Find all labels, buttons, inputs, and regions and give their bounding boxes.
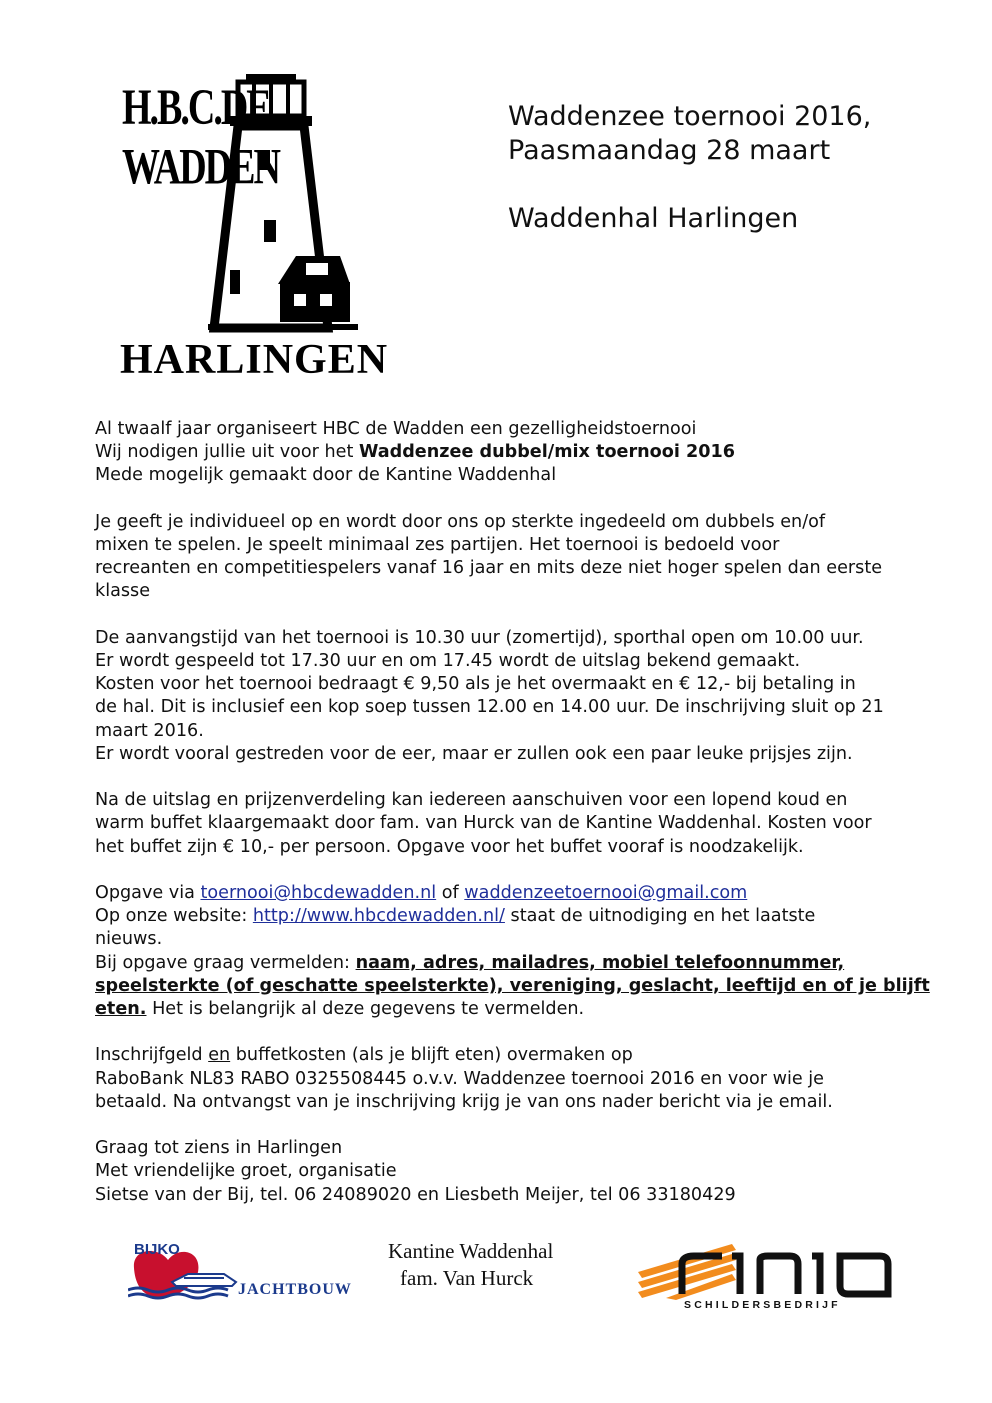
intro-line bbox=[95, 441, 915, 464]
payment-en: en bbox=[208, 1045, 231, 1066]
required-fields: naam, adres, mailadres, mobiel telefoonnummer, bbox=[355, 952, 845, 973]
buffet-line: warm buffet klaargemaakt door fam. van Hurck van de Kantine Waddenhal. Kosten voor bbox=[95, 813, 872, 834]
registration-line bbox=[95, 905, 915, 928]
club-logo-top-text: H.B.C.DE WADDEN bbox=[122, 79, 279, 196]
format-paragraph bbox=[95, 511, 915, 604]
registration-line: nieuws. bbox=[95, 929, 163, 950]
sponsor-logo-bijko bbox=[128, 1238, 358, 1308]
schedule-line: Kosten voor het toernooi bedraagt € 9,50 als je het overmaakt en € 12,- bij betaling in bbox=[95, 674, 856, 695]
payment-paragraph bbox=[95, 1044, 915, 1114]
kantine-family: fam. Van Hurck bbox=[400, 1266, 534, 1290]
payment-text: Inschrijfgeld bbox=[95, 1045, 209, 1066]
invitation-body bbox=[95, 418, 930, 1230]
registration-line bbox=[95, 882, 915, 905]
buffet-line: Na de uitslag en prijzenverdeling kan iedereen aanschuiven voor een lopend koud en bbox=[95, 790, 848, 811]
rinia-subtitle: SCHILDERSBEDRIJF bbox=[684, 1299, 841, 1311]
email-link-toernooi[interactable]: toernooi@hbcdewadden.nl bbox=[200, 883, 437, 903]
event-venue: Waddenhal Harlingen bbox=[508, 203, 799, 234]
schedule-line: Er wordt vooral gestreden voor de eer, maar er zullen ook een paar leuke prijsjes zijn. bbox=[95, 743, 853, 764]
event-header bbox=[508, 100, 871, 236]
bijko-name: BIJKO bbox=[134, 1241, 180, 1258]
bijko-subtitle: JACHTBOUW bbox=[238, 1281, 352, 1298]
rinia-stripes bbox=[638, 1244, 736, 1300]
registration-line bbox=[95, 952, 915, 975]
buffet-line: het buffet zijn € 10,- per persoon. Opgave voor het buffet vooraf is noodzakelijk. bbox=[95, 836, 804, 857]
schedule-line: de hal. Dit is inclusief een kop soep tussen 12.00 en 14.00 uur. De inschrijving sluit op 21 bbox=[95, 697, 884, 718]
registration-text: of bbox=[436, 883, 465, 903]
club-logo-bottom-text: HARLINGEN bbox=[120, 337, 389, 383]
registration-text: Op onze website: bbox=[95, 906, 253, 927]
intro-line: Mede mogelijk gemaakt door de Kantine Waddenhal bbox=[95, 465, 557, 486]
required-fields: eten. bbox=[95, 999, 147, 1020]
format-line: mixen te spelen. Je speelt minimaal zes partijen. Het toernooi is bedoeld voor bbox=[95, 535, 780, 555]
intro-line: Al twaalf jaar organiseert HBC de Wadden een gezelligheidstoernooi bbox=[95, 419, 697, 439]
registration-text: Het is belangrijk al deze gegevens te vermelden. bbox=[146, 999, 585, 1020]
closing-line: Sietse van der Bij, tel. 06 24089020 en Liesbeth Meijer, tel 06 33180429 bbox=[95, 1184, 736, 1205]
format-line: Je geeft je individueel op en wordt door ons op sterkte ingedeeld om dubbels en/of bbox=[95, 511, 826, 532]
sponsor-kantine bbox=[388, 1238, 553, 1292]
sponsor-logo-rinia bbox=[636, 1238, 896, 1312]
registration-line bbox=[95, 975, 930, 998]
required-fields: speelsterkte (of geschatte speelsterkte), vereniging, geslacht, leeftijd en of je blijft bbox=[95, 975, 930, 996]
registration-text: Bij opgave graag vermelden: bbox=[95, 952, 356, 973]
intro-paragraph bbox=[95, 418, 915, 488]
event-title: Waddenzee toernooi 2016, bbox=[508, 101, 872, 132]
format-line: recreanten en competitiespelers vanaf 16 jaar en mits deze niet hoger spelen dan eerste bbox=[95, 558, 883, 579]
format-line: klasse bbox=[95, 581, 151, 602]
closing-paragraph bbox=[95, 1137, 915, 1207]
payment-line bbox=[95, 1044, 915, 1067]
registration-text: staat de uitnodiging en het laatste bbox=[504, 906, 816, 927]
payment-line: betaald. Na ontvangst van je inschrijving krijg je van ons nader bericht via je email. bbox=[95, 1091, 833, 1112]
registration-text: Opgave via bbox=[95, 883, 201, 903]
registration-paragraph bbox=[95, 882, 930, 1021]
closing-line: Met vriendelijke groet, organisatie bbox=[95, 1161, 397, 1182]
tournament-name: Waddenzee dubbel/mix toernooi 2016 bbox=[358, 442, 735, 463]
payment-text: buffetkosten (als je blijft eten) overmaken op bbox=[230, 1045, 633, 1066]
schedule-line: De aanvangstijd van het toernooi is 10.30 uur (zomertijd), sporthal open om 10.00 uur. bbox=[95, 627, 864, 648]
schedule-line: Er wordt gespeeld tot 17.30 uur en om 17.45 wordt de uitslag bekend gemaakt. bbox=[95, 651, 801, 671]
closing-line: Graag tot ziens in Harlingen bbox=[95, 1138, 343, 1159]
buffet-paragraph bbox=[95, 789, 915, 859]
schedule-line: maart 2016. bbox=[95, 720, 204, 741]
kantine-name: Kantine Waddenhal bbox=[388, 1239, 554, 1263]
payment-line: RaboBank NL83 RABO 0325508445 o.v.v. Waddenzee toernooi 2016 en voor wie je bbox=[95, 1068, 824, 1089]
schedule-paragraph bbox=[95, 627, 915, 766]
email-link-gmail[interactable]: waddenzeetoernooi@gmail.com bbox=[464, 883, 748, 903]
registration-line bbox=[95, 998, 915, 1021]
event-date: Paasmaandag 28 maart bbox=[508, 135, 831, 166]
website-link[interactable]: http://www.hbcdewadden.nl/ bbox=[252, 906, 505, 927]
intro-text: Wij nodigen jullie uit voor het bbox=[95, 442, 359, 463]
